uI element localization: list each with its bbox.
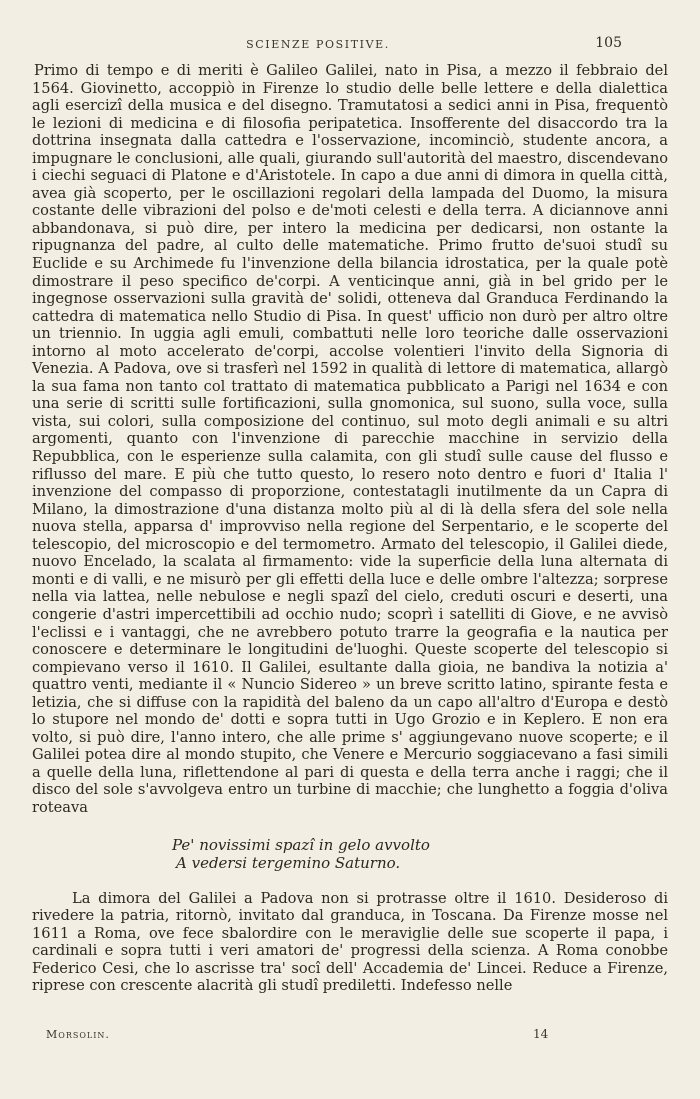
verse-quotation	[172, 836, 668, 872]
main-text-block	[32, 62, 668, 995]
paragraph-padova: La dimora del Galilei a Padova non si protrasse oltre il 1610. Desideroso di rivedere la patria, ritornò, invitato dal granduca, in Toscana. Da Firenze mosse nel 1611 a Roma, ove fece sbalordire con le meraviglie delle sue scoperte il papa, i cardinali e sopra tutti i veri amatori de' progressi della scienza. A Roma conobbe Federico Cesi, che lo ascrisse tra' socî dell' Accademia de' Lincei. Reduce a Firenze, riprese con crescente alacrità gli studî prediletti. Indefesso nelle	[32, 889, 668, 995]
signature-mark: Morsolin.	[46, 1028, 110, 1041]
paragraph-galileo: Primo di tempo e di meriti è Galileo Galilei, nato in Pisa, a mezzo il febbraio del 1564. Giovinetto, accoppiò in Firenze lo studio delle belle lettere e della dialettica agli esercizî della musica e del disegno. Tramutatosi a sedici anni in Pisa, frequentò le lezioni di medicina e di filosofia peripatetica. Insofferente del disaccordo tra la dottrina insegnata dalla cattedra e l'osservazione, incominciò, studente ancora, a impugnare le conclusioni, alle quali, giurando sull'autorità del maestro, discendevano i ciechi seguaci di Platone e d'Aristotele. In capo a due anni di dimora in quella città, avea già scoperto, per le oscillazioni regolari della lampada del Duomo, la misura costante delle vibrazioni del polso e de'moti celesti e della terra. A diciannove anni abbandonava, si può dire, per intero la medicina per dedicarsi, non ostante la ripugnanza del padre, al culto delle matematiche. Primo frutto de'suoi studî su Euclide e su Archimede fu l'invenzione della bilancia idrostatica, per la quale potè dimostrare il peso specifico de'corpi. A venticinque anni, già in bel grido per le ingegnose osservazioni sulla gravità de' solidi, otteneva dal Granduca Ferdinando la cattedra di matematica nello Studio di Pisa. In quest' ufficio non durò per altro oltre un triennio. In uggia agli emuli, combattuti nelle loro teoriche dalle osservazioni intorno al moto accelerato de'corpi, accolse volentieri l'invito della Signoria di Venezia. A Padova, ove si trasferì nel 1592 in qualità di lettore di matematica, allargò la sua fama non tanto col trattato di matematica pubblicato a Parigi nel 1634 e con una serie di scritti sulle fortificazioni, sulla gnomonica, sul suono, sulla voce, sulla vista, sui colori, sulla composizione del continuo, sul moto degli animali e su altri argomenti, quanto con l'invenzione di parecchie macchine in servizio della Repubblica, con le esperienze sulla calamita, con gli studî sulle cause del flusso e riflusso del mare. E più che tutto questo, lo resero noto dentro e fuori d' Italia l' invenzione del compasso di proporzione, contestatagli inutilmente da un Capra di Milano, la dimostrazione d'una distanza molto più al di là della sfera del sole nella nuova stella, apparsa d' improvviso nella regione del Serpentario, e le scoperte del telescopio, del microscopio e del termometro. Armato del telescopio, il Galilei diede, nuovo Encelado, la scalata al firmamento: vide la superficie della luna alternata di monti e di valli, e ne misurò per gli effetti della luce e delle ombre l'altezza; sorprese nella via lattea, nelle nebulose e negli spazî del cielo, creduti oscuri e deserti, una congerie d'astri impercettibili ad occhio nudo; scoprì i satelliti di Giove, e ne avvisò l'eclissi e i vantaggi, che ne avrebbero potuto trarre la geografia e la nautica per conoscere e determinare le longitudini de'luoghi. Queste scoperte del telescopio si compievano verso il 1610. Il Galilei, esultante dalla gioia, ne bandiva la notizia a' quattro venti, mediante il « Nuncio Sidereo » un breve scritto latino, spirante festa e letizia, che si diffuse con la rapidità del baleno da un capo all'altro d'Europa e destò lo stupore nel mondo de' dotti e sopra tutti in Ugo Grozio e in Keplero. E non era volto, si può dire, l'anno intero, che alle prime s' aggiungevano nuove scoperte; e il Galilei potea dire al mondo stupito, che Venere e Mercurio soggiacevano a fasi simili a quelle della luna, riflettendone al pari di questa e della terra anche i raggi; che il disco del sole s'avvolgeva entro un turbine di macchie; che lunghetto a foggia d'oliva roteava	[32, 62, 668, 816]
signature-number: 14	[533, 1027, 549, 1041]
verse-line-2: A vedersi tergemino Saturno.	[176, 853, 401, 872]
verse-line-1: Pe' novissimi spazî in gelo avvolto	[172, 835, 430, 854]
running-head-title: SCIENZE POSITIVE.	[246, 38, 390, 51]
page-number: 105	[595, 35, 622, 51]
